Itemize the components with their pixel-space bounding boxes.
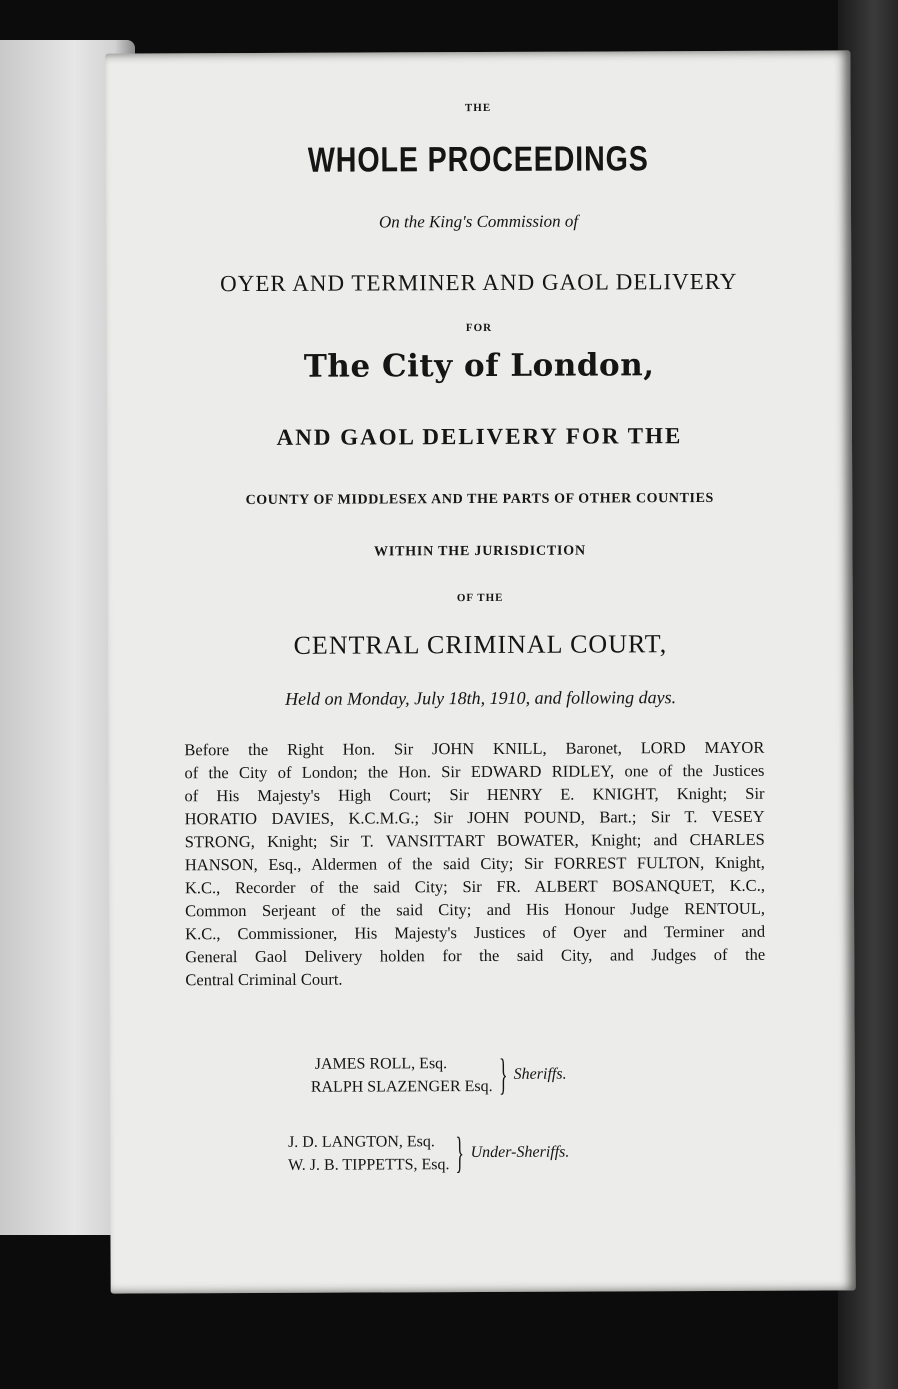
- under-sheriff-name: J. D. LANGTON, Esq.: [288, 1133, 435, 1151]
- under-sheriffs-block: [288, 1130, 569, 1177]
- under-sheriff-names: [288, 1130, 450, 1177]
- of-the-label: OF THE: [456, 591, 504, 605]
- paragraph-line: HANSON, Esq., Aldermen of the said City; Sir FORREST FULTON, Knight,: [184, 852, 765, 875]
- main-heading: WHOLE PROCEEDINGS: [307, 139, 649, 180]
- brace-icon: }: [498, 1049, 508, 1099]
- title-page: [105, 50, 855, 1293]
- brace-icon: }: [455, 1128, 465, 1178]
- commission-line: On the King's Commission of: [378, 211, 579, 232]
- county-line: COUNTY OF MIDDLESEX AND THE PARTS OF OTHER COUNTIES: [245, 490, 714, 509]
- justices-paragraph: [184, 736, 765, 992]
- sheriffs-role: Sheriffs.: [513, 1065, 567, 1083]
- city-of-london-line: The City of London,: [303, 347, 655, 385]
- for-label: FOR: [465, 321, 493, 335]
- paragraph-line: Central Criminal Court.: [185, 969, 343, 990]
- held-date-line: Held on Monday, July 18th, 1910, and following days.: [285, 687, 677, 709]
- paragraph-line: General Gaol Delivery holden for the said City, and Judges of the: [185, 944, 766, 967]
- under-sheriffs-role: Under-Sheriffs.: [470, 1143, 570, 1162]
- jurisdiction-line: WITHIN THE JURISDICTION: [374, 543, 586, 560]
- paragraph-line: K.C., Recorder of the said City; Sir FR. ALBERT BOSANQUET, K.C.,: [184, 875, 765, 898]
- paragraph-line: HORATIO DAVIES, K.C.M.G.; Sir JOHN POUND, Bart.; Sir T. VESEY: [184, 806, 765, 829]
- paragraph-line: of the City of London; the Hon. Sir EDWARD RIDLEY, one of the Justices: [184, 760, 765, 783]
- sheriffs-block: [310, 1049, 567, 1099]
- paragraph-line: Common Serjeant of the said City; and His Honour Judge RENTOUL,: [184, 898, 766, 921]
- court-name: CENTRAL CRIMINAL COURT,: [293, 629, 668, 660]
- paragraph-line: K.C., Commissioner, His Majesty's Justices of Oyer and Terminer and: [185, 921, 766, 944]
- sheriff-names: [310, 1052, 493, 1099]
- paragraph-line: Before the Right Hon. Sir JOHN KNILL, Baronet, LORD MAYOR: [184, 737, 765, 760]
- gaol-delivery-line: AND GAOL DELIVERY FOR THE: [276, 423, 683, 450]
- paragraph-line: STRONG, Knight; Sir T. VANSITTART BOWATER, Knight; and CHARLES: [184, 829, 765, 852]
- paragraph-line: of His Majesty's High Court; Sir HENRY E. KNIGHT, Knight; Sir: [184, 783, 765, 806]
- sheriff-name: RALPH SLAZENGER Esq.: [310, 1077, 493, 1096]
- oyer-terminer-line: OYER AND TERMINER AND GAOL DELIVERY: [220, 268, 738, 297]
- sheriff-name: JAMES ROLL, Esq.: [314, 1055, 448, 1073]
- under-sheriff-name: W. J. B. TIPPETTS, Esq.: [288, 1156, 450, 1174]
- the-label: THE: [464, 101, 492, 115]
